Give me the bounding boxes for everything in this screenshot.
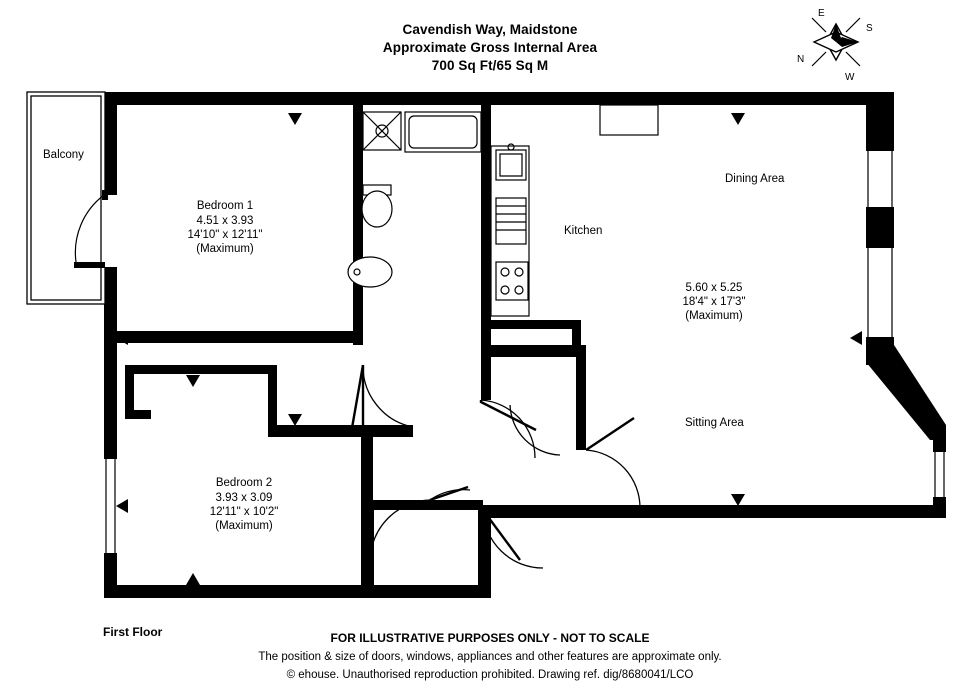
room-label-bedroom-2: Bedroom 2 bbox=[215, 477, 273, 489]
balcony-structure bbox=[27, 92, 117, 304]
footer-note: The position & size of doors, windows, appliances and other features are approximate only. bbox=[258, 651, 722, 663]
bathroom-fixtures bbox=[348, 112, 481, 287]
window-right-upper bbox=[866, 148, 894, 210]
room-dims-bedroom-1-imperial: 14'10" x 12'11" bbox=[187, 229, 263, 241]
window-right-angled bbox=[933, 452, 946, 497]
room-dims-sitting-area-note: (Maximum) bbox=[685, 310, 743, 322]
footer-disclaimer: FOR ILLUSTRATIVE PURPOSES ONLY - NOT TO SCALE bbox=[330, 631, 650, 645]
kitchen-fixtures bbox=[491, 105, 658, 316]
room-label-sitting-area: Sitting Area bbox=[685, 417, 744, 429]
room-dims-bedroom-1-metric: 4.51 x 3.93 bbox=[196, 215, 254, 227]
room-dims-sitting-area-imperial: 18'4" x 17'3" bbox=[682, 296, 746, 308]
compass-label-south: S bbox=[866, 23, 873, 34]
window-left-bedroom2 bbox=[104, 459, 117, 553]
window-right-lower bbox=[866, 245, 894, 340]
room-dims-bedroom-2-metric: 3.93 x 3.09 bbox=[215, 492, 273, 504]
page-title: Cavendish Way, Maidstone bbox=[402, 22, 578, 37]
floor-label: First Floor bbox=[103, 625, 163, 639]
door-leaves bbox=[352, 365, 634, 560]
room-label-dining-area: Dining Area bbox=[725, 173, 785, 185]
room-dims-sitting-area-metric: 5.60 x 5.25 bbox=[685, 282, 743, 294]
compass-label-west: W bbox=[845, 72, 855, 83]
room-dims-bedroom-2-note: (Maximum) bbox=[215, 520, 273, 532]
room-label-balcony: Balcony bbox=[43, 149, 84, 161]
room-dims-bedroom-2-imperial: 12'11" x 10'2" bbox=[209, 506, 279, 518]
page-area: 700 Sq Ft/65 Sq M bbox=[431, 58, 549, 73]
compass-label-east: E bbox=[818, 8, 825, 19]
room-label-kitchen: Kitchen bbox=[564, 225, 603, 237]
room-dims-bedroom-1-note: (Maximum) bbox=[196, 243, 254, 255]
doors bbox=[363, 365, 640, 568]
footer-copyright: © ehouse. Unauthorised reproduction prohibited. Drawing ref. dig/8680041/LCO bbox=[286, 669, 694, 681]
compass-label-north: N bbox=[797, 54, 805, 65]
page-subtitle: Approximate Gross Internal Area bbox=[382, 40, 598, 55]
room-label-bedroom-1: Bedroom 1 bbox=[196, 200, 254, 212]
compass-rose bbox=[812, 18, 860, 66]
